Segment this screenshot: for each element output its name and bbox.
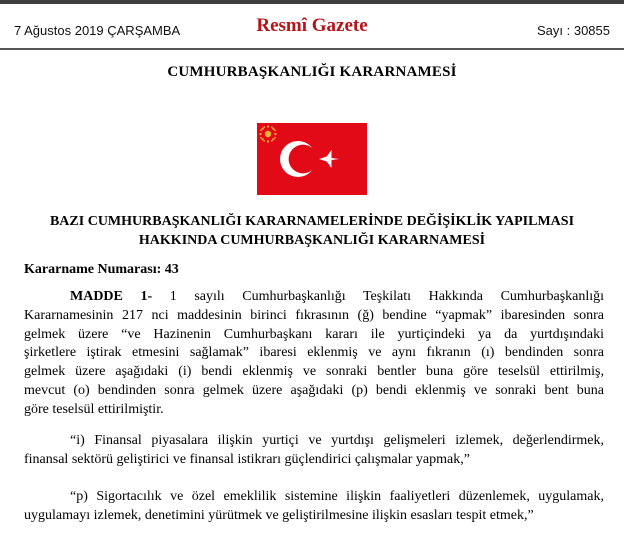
clause-line: finansal sektörü geliştirici ve finansal istikrarı güçlendirici çalışmalar yapmak,”	[24, 451, 470, 467]
header-divider	[0, 48, 624, 50]
article-1	[24, 288, 604, 420]
article-line: şirketlere iştirak etmesini sağlamak” ibaresi eklenmiş ve aynı fıkranın (ı) bendinden sonra	[24, 345, 604, 361]
article-line: gelmek üzere aşağıdaki (i) bendi eklenmiş ve sonraki bentler buna göre teselsül ettirilmiş,	[24, 364, 604, 380]
issue-date: 7 Ağustos 2019 ÇARŞAMBA	[14, 23, 181, 38]
turkish-flag-icon	[257, 123, 367, 195]
decree-title	[0, 212, 624, 250]
decree-number-label: Kararname Numarası:	[24, 262, 162, 277]
clause-p	[24, 488, 604, 526]
clause-line: uygulamayı izlemek, denetimini yürütmek ve geliştirilmesine ilişkin esasları tespit etmek,”	[24, 507, 534, 523]
clause-line: “p) Sigortacılık ve özel emeklilik sistemine ilişkin faaliyetleri düzenlemek, uygulamak,	[70, 489, 604, 504]
gazette-title: Resmî Gazete	[256, 15, 368, 36]
decree-number	[24, 262, 179, 278]
clause-i	[24, 432, 604, 470]
article-line: mevcut (o) bendinden sonra gelmek üzere aşağıdaki (p) bendi eklenmiş ve sonraki bent buna	[24, 382, 604, 398]
article-label: MADDE 1-	[70, 289, 153, 304]
article-line: gelmek üzere “ve Hazinenin Cumhurbaşkanı kararı ile yurtiçindeki ya da yurtdışındaki	[24, 326, 604, 342]
issue-number: Sayı : 30855	[537, 23, 610, 38]
article-line	[24, 288, 604, 307]
decree-number-value: 43	[164, 262, 179, 277]
decree-title-line: BAZI CUMHURBAŞKANLIĞI KARARNAMELERİNDE DEĞİŞİKLİK YAPILMASI	[49, 214, 575, 229]
article-line-text: 1 sayılı Cumhurbaşkanlığı Teşkilatı Hakkında Cumhurbaşkanlığı	[169, 289, 605, 304]
article-line: Kararnamesinin 217 nci maddesinin birinci fıkrasının (ğ) bendine “yapmak” ibaresinden sonra	[24, 307, 604, 323]
gazette-header	[0, 4, 624, 50]
document-heading: CUMHURBAŞKANLIĞI KARARNAMESİ	[167, 64, 457, 80]
article-line: göre teselsül ettirilmiştir.	[24, 401, 164, 417]
clause-line: “i) Finansal piyasalara ilişkin yurtiçi ve yurtdışı gelişmeleri izlemek, değerlendirmek,	[70, 433, 604, 448]
decree-title-line: HAKKINDA CUMHURBAŞKANLIĞI KARARNAMESİ	[138, 233, 486, 248]
